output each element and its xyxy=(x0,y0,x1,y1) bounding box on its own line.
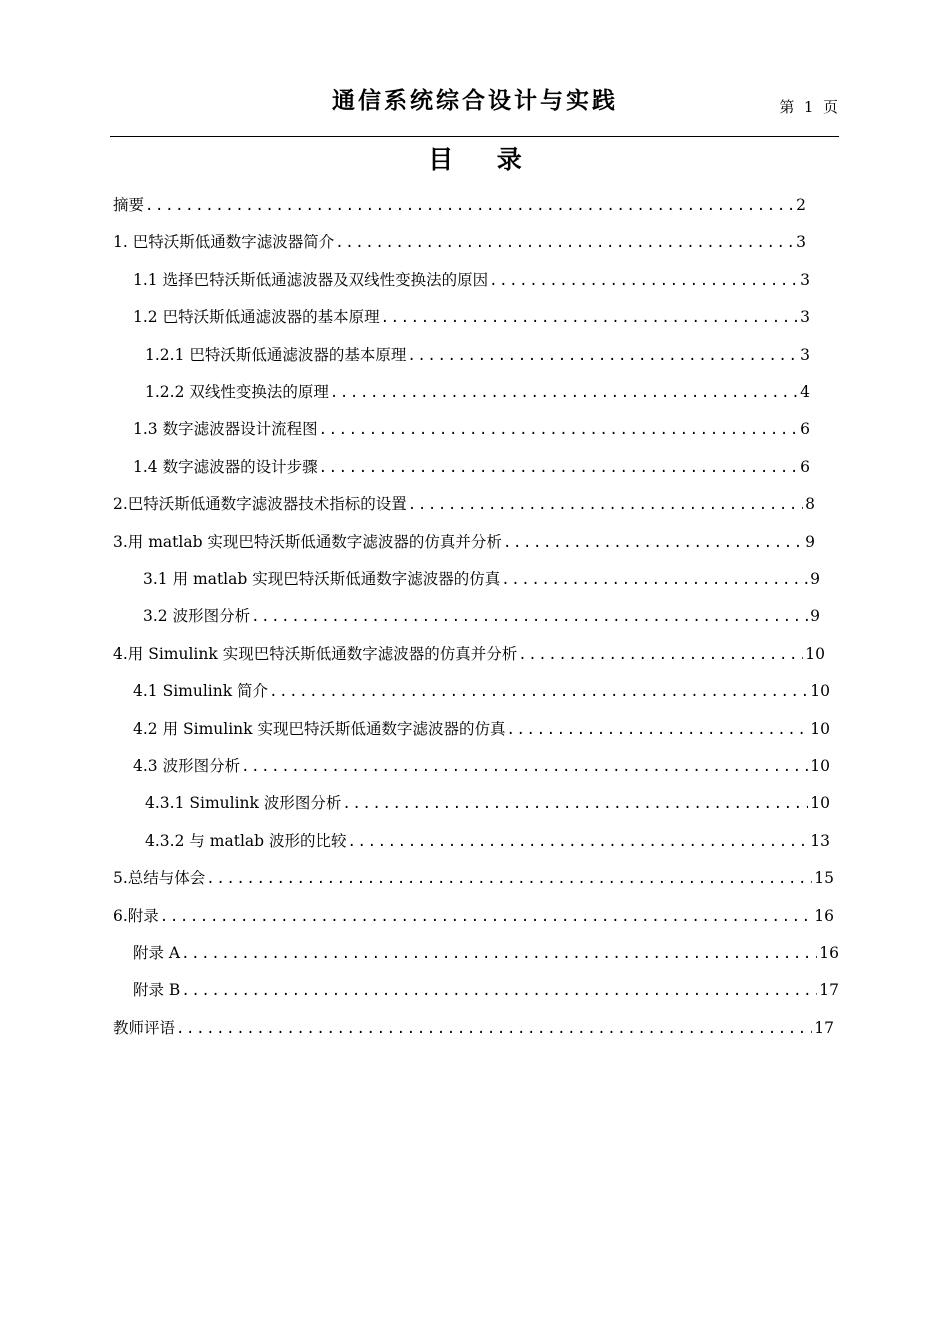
toc-entry-page-number: 10 xyxy=(810,794,830,813)
toc-entry-label: 4.1 Simulink 简介 xyxy=(133,682,269,701)
toc-entry[interactable] xyxy=(113,229,806,255)
toc-entry-page-number: 10 xyxy=(810,682,830,701)
header-title: 通信系统综合设计与实践 xyxy=(332,88,618,114)
toc-entry-label: 2.巴特沃斯低通数字滤波器技术指标的设置 xyxy=(113,495,407,514)
dot-leader xyxy=(159,904,812,929)
toc-entry-label: 1.2.1 巴特沃斯低通滤波器的基本原理 xyxy=(145,345,407,364)
toc-entry[interactable] xyxy=(113,903,834,929)
dot-leader xyxy=(380,305,799,330)
toc-entry[interactable] xyxy=(113,865,834,891)
toc-entry-page-number: 10 xyxy=(805,644,825,663)
toc-entry-page-number: 3 xyxy=(800,308,810,327)
dot-leader xyxy=(268,679,808,704)
toc-title: 目 录 xyxy=(428,145,522,174)
header-page-number: 第 1 页 xyxy=(779,98,838,116)
toc-entry-page-number: 15 xyxy=(814,869,834,888)
toc-entry-page-number: 9 xyxy=(805,532,815,551)
toc-entry-page-number: 3 xyxy=(800,270,810,289)
toc-entry-page-number: 6 xyxy=(800,457,810,476)
dot-leader xyxy=(347,829,809,854)
toc-entry-label: 5.总结与体会 xyxy=(113,869,206,888)
toc-entry[interactable] xyxy=(133,678,830,704)
toc-entry[interactable] xyxy=(145,790,830,816)
toc-entry[interactable] xyxy=(113,641,825,667)
toc-entry[interactable] xyxy=(145,828,830,854)
dot-leader xyxy=(517,642,803,667)
toc-entry[interactable] xyxy=(113,1015,834,1041)
toc-entry-label: 1.4 数字滤波器的设计步骤 xyxy=(133,457,318,476)
toc-entry-page-number: 8 xyxy=(805,495,815,514)
toc-entry[interactable] xyxy=(133,940,839,966)
toc-entry-label: 附录 A xyxy=(133,944,181,962)
toc-entry-label: 4.用 Simulink 实现巴特沃斯低通数字滤波器的仿真并分析 xyxy=(113,644,518,663)
dot-leader xyxy=(488,268,798,293)
toc-entry-label: 附录 B xyxy=(133,981,181,1000)
dot-leader xyxy=(318,417,799,442)
dot-leader xyxy=(341,791,808,816)
toc-entry-label: 3.用 matlab 实现巴特沃斯低通数字滤波器的仿真并分析 xyxy=(113,532,502,551)
dot-leader xyxy=(407,492,803,517)
toc-entry[interactable] xyxy=(145,342,810,368)
toc-entry-page-number: 9 xyxy=(810,570,820,588)
toc-entry-label: 1.3 数字滤波器设计流程图 xyxy=(133,420,318,439)
toc-entry-page-number: 13 xyxy=(810,831,830,850)
dot-leader xyxy=(180,978,817,1003)
toc-entry-label: 1.2.2 双线性变换法的原理 xyxy=(145,383,329,401)
toc-entry[interactable] xyxy=(133,454,810,480)
toc-entry-page-number: 10 xyxy=(810,757,830,775)
toc-entry-label: 摘要 xyxy=(113,196,145,214)
toc-entry[interactable] xyxy=(113,491,815,517)
dot-leader xyxy=(334,230,794,255)
toc-entry-label: 4.3.2 与 matlab 波形的比较 xyxy=(145,831,347,850)
dot-leader xyxy=(505,717,808,742)
toc-entry-page-number: 3 xyxy=(796,233,806,252)
toc-entry-label: 4.2 用 Simulink 实现巴特沃斯低通数字滤波器的仿真 xyxy=(133,719,506,738)
toc-entry[interactable] xyxy=(143,603,820,629)
toc-entry[interactable] xyxy=(133,716,830,742)
toc-entry[interactable] xyxy=(133,753,830,779)
toc-entry-label: 4.3 波形图分析 xyxy=(133,757,241,775)
toc-entry-page-number: 3 xyxy=(800,345,810,364)
toc-entry-page-number: 4 xyxy=(800,383,810,401)
dot-leader xyxy=(329,380,798,405)
dot-leader xyxy=(205,866,812,891)
dot-leader xyxy=(144,193,794,218)
dot-leader xyxy=(175,1016,812,1041)
toc-entry-label: 6.附录 xyxy=(113,906,159,925)
toc-entry-page-number: 16 xyxy=(819,944,839,962)
toc-entry[interactable] xyxy=(145,379,810,405)
toc-entry-label: 1.2 巴特沃斯低通滤波器的基本原理 xyxy=(133,308,380,327)
dot-leader xyxy=(180,941,817,966)
toc-entry-page-number: 6 xyxy=(800,420,810,439)
dot-leader xyxy=(502,530,803,555)
toc-entry-label: 3.1 用 matlab 实现巴特沃斯低通数字滤波器的仿真 xyxy=(143,570,501,588)
dot-leader xyxy=(240,754,808,779)
toc-entry[interactable] xyxy=(113,192,806,218)
toc-entry-label: 1.1 选择巴特沃斯低通滤波器及双线性变换法的原因 xyxy=(133,270,489,289)
toc-entry-page-number: 17 xyxy=(819,981,839,1000)
toc-entry-label: 1. 巴特沃斯低通数字滤波器简介 xyxy=(113,233,335,252)
toc-entry[interactable] xyxy=(133,977,839,1003)
toc-entry[interactable] xyxy=(133,267,810,293)
toc-entry-label: 教师评语 xyxy=(113,1018,176,1037)
toc-entry-label: 3.2 波形图分析 xyxy=(143,607,251,626)
toc-entry[interactable] xyxy=(133,304,810,330)
toc-entry[interactable] xyxy=(143,566,820,592)
dot-leader xyxy=(406,343,798,368)
toc-entry[interactable] xyxy=(113,529,815,555)
dot-leader xyxy=(250,604,808,629)
toc-entry-page-number: 16 xyxy=(814,906,834,925)
toc-entry-label: 4.3.1 Simulink 波形图分析 xyxy=(145,794,342,813)
toc-entry-page-number: 10 xyxy=(810,719,830,738)
toc-entry-page-number: 17 xyxy=(814,1018,834,1037)
toc-entry[interactable] xyxy=(133,416,810,442)
toc-entry-page-number: 2 xyxy=(796,196,806,214)
dot-leader xyxy=(318,455,799,480)
toc-entry-page-number: 9 xyxy=(810,607,820,626)
dot-leader xyxy=(500,567,808,592)
